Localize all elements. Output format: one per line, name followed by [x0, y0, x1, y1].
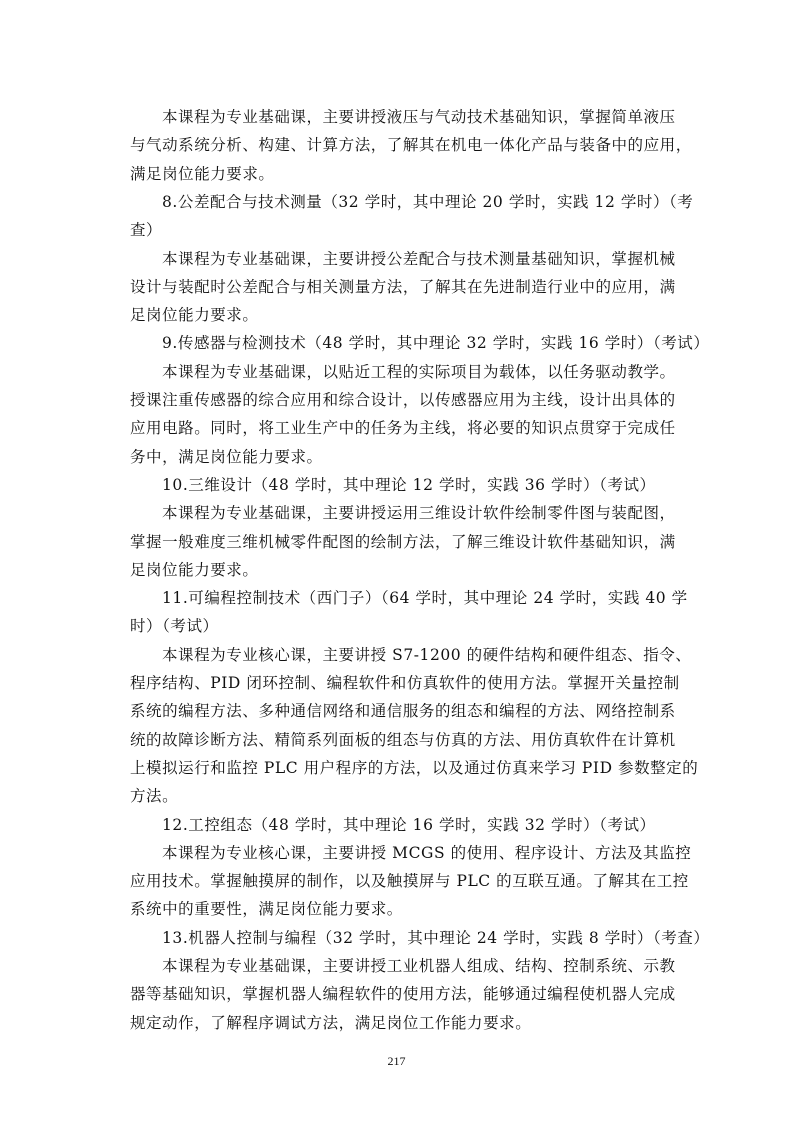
paragraph-line: 上模拟运行和监控 PLC 用户程序的方法，以及通过仿真来学习 PID 参数整定的 — [130, 758, 699, 777]
paragraph-line: 本课程为专业核心课，主要讲授 S7-1200 的硬件结构和硬件组态、指令、 — [162, 645, 692, 664]
paragraph-line: 系统中的重要性，满足岗位能力要求。 — [130, 900, 403, 919]
paragraph-line: 与气动系统分析、构建、计算方法，了解其在机电一体化产品与装备中的应用， — [130, 136, 692, 155]
section-heading-11-cont: 时）（考试） — [130, 617, 219, 636]
paragraph-line: 本课程为专业基础课，主要讲授公差配合与技术测量基础知识，掌握机械 — [162, 249, 676, 268]
section-heading-11: 11.可编程控制技术（西门子）（64 学时，其中理论 24 学时，实践 40 学 — [162, 589, 688, 608]
paragraph-line: 器等基础知识，掌握机器人编程软件的使用方法，能够通过编程使机器人完成 — [130, 985, 676, 1004]
paragraph-line: 方法。 — [130, 787, 179, 806]
section-heading-10: 10.三维设计（48 学时，其中理论 12 学时，实践 36 学时）（考试） — [162, 475, 656, 494]
paragraph-line: 应用技术。掌握触摸屏的制作，以及触摸屏与 PLC 的互联互通。了解其在工控 — [130, 872, 689, 891]
paragraph-line: 掌握一般难度三维机械零件配图的绘制方法，了解三维设计软件基础知识，满 — [130, 532, 676, 551]
paragraph-line: 本课程为专业核心课，主要讲授 MCGS 的使用、程序设计、方法及其监控 — [162, 843, 692, 862]
paragraph-line: 务中，满足岗位能力要求。 — [130, 447, 323, 466]
paragraph-line: 程序结构、PID 闭环控制、编程软件和仿真软件的使用方法。掌握开关量控制 — [130, 674, 680, 692]
paragraph-line: 系统的编程方法、多种通信网络和通信服务的组态和编程的方法、网络控制系 — [130, 702, 676, 721]
section-heading-8: 8.公差配合与技术测量（32 学时，其中理论 20 学时，实践 12 学时）（考 — [162, 192, 694, 211]
paragraph-line: 满足岗位能力要求。 — [130, 164, 275, 183]
page-number: 217 — [387, 1054, 406, 1068]
section-heading-9: 9.传感器与检测技术（48 学时，其中理论 32 学时，实践 16 学时）（考试） — [162, 334, 710, 353]
section-heading-13: 13.机器人控制与编程（32 学时，其中理论 24 学时，实践 8 学时）（考查） — [162, 928, 710, 947]
section-heading-8-cont: 查） — [130, 221, 163, 240]
paragraph-line: 统的故障诊断方法、精简系列面板的组态与仿真的方法、用仿真软件在计算机 — [130, 730, 676, 749]
paragraph-line: 应用电路。同时，将工业生产中的任务为主线，将必要的知识点贯穿于完成任 — [130, 419, 676, 438]
section-heading-12: 12.工控组态（48 学时，其中理论 16 学时，实践 32 学时）（考试） — [162, 815, 656, 834]
paragraph-line: 本课程为专业基础课，主要讲授运用三维设计软件绘制零件图与装配图， — [162, 504, 676, 523]
paragraph-line: 本课程为专业基础课，主要讲授液压与气动技术基础知识，掌握简单液压 — [162, 108, 676, 126]
paragraph-line: 本课程为专业基础课，主要讲授工业机器人组成、结构、控制系统、示教 — [162, 957, 676, 975]
paragraph-line: 规定动作，了解程序调试方法，满足岗位工作能力要求。 — [130, 1013, 532, 1032]
paragraph-line: 足岗位能力要求。 — [130, 306, 259, 325]
paragraph-line: 设计与装配时公差配合与相关测量方法，了解其在先进制造行业中的应用，满 — [130, 277, 676, 296]
paragraph-line: 足岗位能力要求。 — [130, 560, 259, 579]
paragraph-line: 本课程为专业基础课，以贴近工程的实际项目为载体，以任务驱动教学。 — [162, 362, 676, 381]
paragraph-line: 授课注重传感器的综合应用和综合设计，以传感器应用为主线，设计出具体的 — [130, 391, 676, 409]
